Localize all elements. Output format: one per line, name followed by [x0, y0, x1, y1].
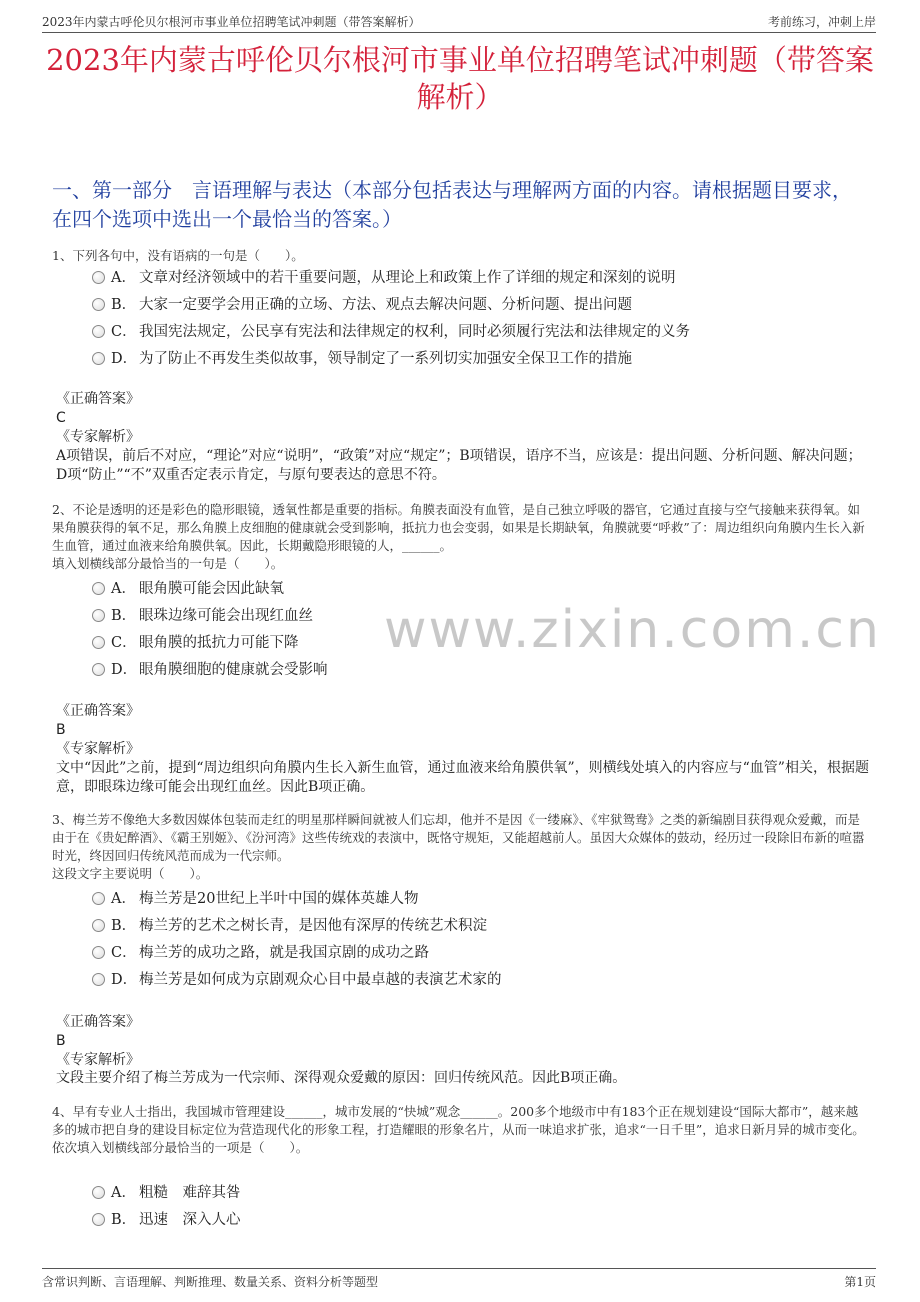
analysis-text-1: A项错误，前后不对应，“理论”对应“说明”，“政策”对应“规定”；B项错误，语序不当，应该是：提出问题、分析问题、解决问题；D项“防止”“不”双重否定表示肯定，与原句要表达的意思不符。: [56, 448, 862, 483]
option-1c[interactable]: C． 我国宪法规定，公民享有宪法和法律规定的权利，同时必须履行宪法和法律规定的义务: [92, 319, 870, 346]
radio-icon[interactable]: [92, 892, 105, 905]
radio-icon[interactable]: [92, 1213, 105, 1226]
page-number: 第1页: [844, 1275, 876, 1289]
header-doc-title: 2023年内蒙古呼伦贝尔根河市事业单位招聘笔试冲刺题（带答案解析）: [42, 15, 421, 29]
radio-icon[interactable]: [92, 582, 105, 595]
answer-value: B: [56, 722, 66, 738]
page-footer: [42, 1268, 876, 1291]
option-2d[interactable]: D． 眼角膜细胞的健康就会受影响: [92, 657, 870, 684]
radio-icon[interactable]: [92, 636, 105, 649]
radio-icon[interactable]: [92, 271, 105, 284]
analysis-label: 《专家解析》: [56, 1052, 140, 1068]
answer-value: B: [56, 1033, 66, 1049]
radio-icon[interactable]: [92, 919, 105, 932]
radio-icon[interactable]: [92, 352, 105, 365]
option-4a[interactable]: A． 粗糙 难辞其咎: [92, 1180, 870, 1207]
question-1-options: [92, 265, 870, 373]
question-2-stem: 2、不论是透明的还是彩色的隐形眼镜，透氧性都是重要的指标。角膜表面没有血管，是自己独立呼吸的器官，它通过直接与空气接触来获得氧。如果角膜获得的氧不足，那么角膜上皮细胞的健康就会受到影响，抵抗力也会变弱，如果是长期缺氧，角膜就要“呼救”了：周边组织向角膜内生长入新生血管，通过血液来给角膜供氧。因此，长期戴隐形眼镜的人，______。 填入划横线部分最恰当的一句是（ ）。: [52, 502, 865, 571]
radio-icon[interactable]: [92, 298, 105, 311]
analysis-label: 《专家解析》: [56, 429, 140, 445]
answer-value: C: [56, 410, 66, 426]
option-1d[interactable]: D． 为了防止不再发生类似故事，领导制定了一系列切实加强安全保卫工作的措施: [92, 346, 870, 373]
analysis-label: 《专家解析》: [56, 741, 140, 757]
footer-note: 含常识判断、言语理解、判断推理、数量关系、资料分析等题型: [42, 1275, 379, 1289]
option-1a[interactable]: A． 文章对经济领域中的若干重要问题，从理论上和政策上作了详细的规定和深刻的说明: [92, 265, 870, 292]
answer-block-2: [56, 702, 870, 759]
section-heading: 一、第一部分 言语理解与表达（本部分包括表达与理解两方面的内容。请根据题目要求，在四个选项中选出一个最恰当的答案。）: [52, 178, 852, 231]
watermark: www.zixin.com.cn: [384, 600, 881, 660]
answer-block-1: [56, 390, 870, 447]
answer-block-3: [56, 1013, 870, 1070]
radio-icon[interactable]: [92, 973, 105, 986]
page-header: [42, 10, 876, 33]
option-2c[interactable]: C． 眼角膜的抵抗力可能下降: [92, 630, 870, 657]
question-1-stem: 1、下列各句中，没有语病的一句是（ ）。: [52, 248, 304, 263]
answer-label: 《正确答案》: [56, 703, 140, 719]
option-3c[interactable]: C． 梅兰芳的成功之路，就是我国京剧的成功之路: [92, 940, 870, 967]
option-3b[interactable]: B． 梅兰芳的艺术之树长青，是因他有深厚的传统艺术积淀: [92, 913, 870, 940]
question-3-stem: 3、梅兰芳不像绝大多数因媒体包装而走红的明星那样瞬间就被人们忘却，他并不是因《一缕麻》、《牢狱鸳鸯》之类的新编剧目获得观众爱戴，而是由于在《贵妃醉酒》、《霸王别姬》、《汾河湾》这些传统戏的表演中，既恪守规矩，又能超越前人。虽因大众媒体的鼓动，经历过一段除旧布新的喧嚣时光，终因回归传统风范而成为一代宗师。 这段文字主要说明（ ）。: [52, 812, 865, 881]
analysis-text-3: 文段主要介绍了梅兰芳成为一代宗师、深得观众爱戴的原因：回归传统风范。因此B项正确。: [56, 1070, 627, 1086]
answer-label: 《正确答案》: [56, 1014, 140, 1030]
question-4-options: [92, 1180, 870, 1234]
option-3a[interactable]: A． 梅兰芳是20世纪上半叶中国的媒体英雄人物: [92, 886, 870, 913]
radio-icon[interactable]: [92, 946, 105, 959]
option-3d[interactable]: D． 梅兰芳是如何成为京剧观众心目中最卓越的表演艺术家的: [92, 967, 870, 994]
question-3-options: [92, 886, 870, 994]
question-4-stem: 4、早有专业人士指出，我国城市管理建设______，城市发展的“快城”观念______。200多个地级市中有183个正在规划建设“国际大都市”，越来越多的城市把自身的建设目标定位为营造现代化的形象工程，打造耀眼的形象名片，从而一味追求扩张，追求“一日千里”，追求日新月异的城市变化。 依次填入划横线部分最恰当的一项是（ ）。: [52, 1104, 865, 1155]
option-4b[interactable]: B． 迅速 深入人心: [92, 1207, 870, 1234]
radio-icon[interactable]: [92, 1186, 105, 1199]
answer-label: 《正确答案》: [56, 391, 140, 407]
header-slogan: 考前练习，冲刺上岸: [767, 15, 876, 29]
radio-icon[interactable]: [92, 609, 105, 622]
option-2b[interactable]: B． 眼珠边缘可能会出现红血丝: [92, 603, 870, 630]
document-title: 2023年内蒙古呼伦贝尔根河市事业单位招聘笔试冲刺题（带答案解析）: [46, 43, 874, 114]
radio-icon[interactable]: [92, 663, 105, 676]
option-2a[interactable]: A． 眼角膜可能会因此缺氧: [92, 576, 870, 603]
analysis-text-2: 文中“因此”之前，提到“周边组织向角膜内生长入新生血管，通过血液来给角膜供氧”，则横线处填入的内容应与“血管”相关，根据题意，即眼珠边缘可能会出现红血丝。因此B项正确。: [56, 760, 869, 795]
option-1b[interactable]: B． 大家一定要学会用正确的立场、方法、观点去解决问题、分析问题、提出问题: [92, 292, 870, 319]
radio-icon[interactable]: [92, 325, 105, 338]
